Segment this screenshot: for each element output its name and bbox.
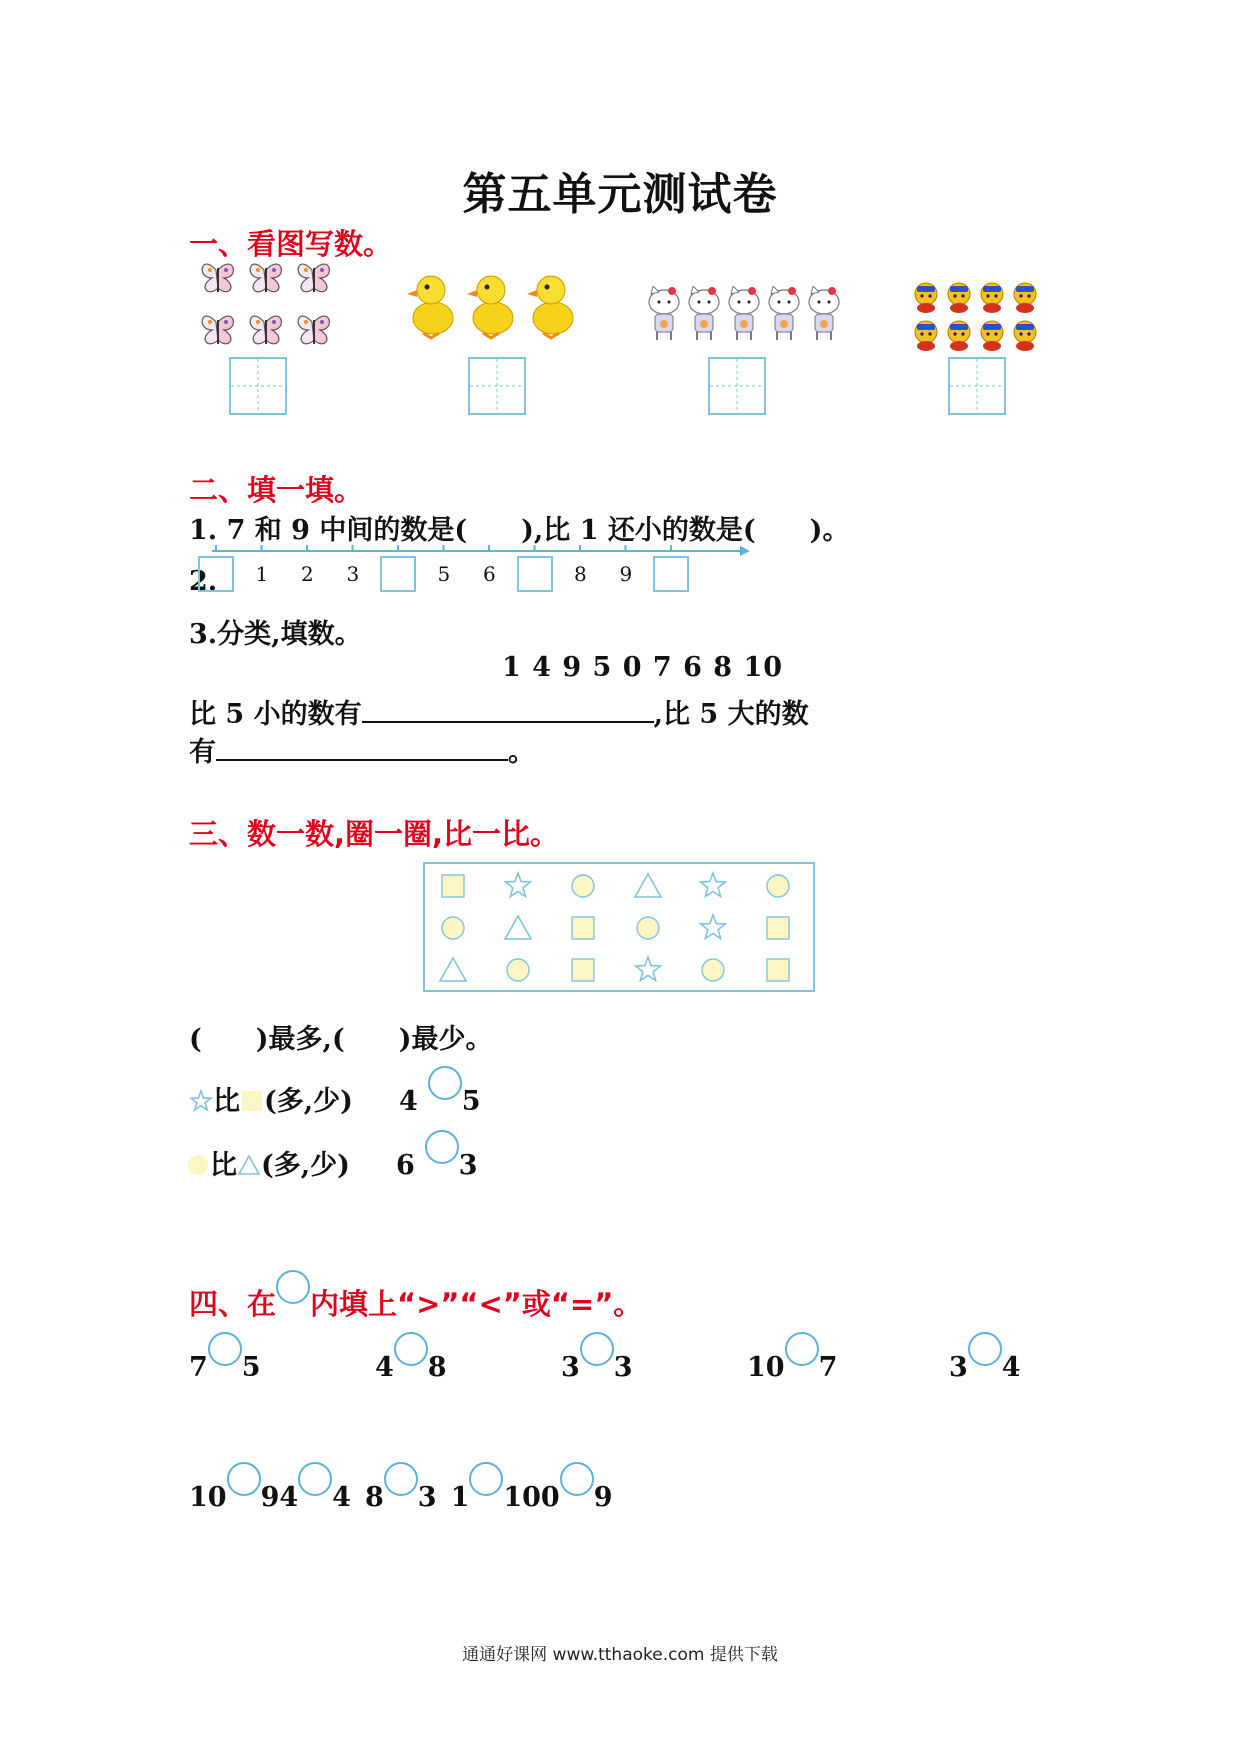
greater-than-five-answer[interactable]: [216, 733, 508, 761]
number-line-blank[interactable]: [517, 556, 553, 592]
question-2-3-line2: [189, 730, 535, 769]
compare-left: 4: [375, 1352, 394, 1383]
compare-right: 5: [241, 1352, 261, 1383]
triangle-icon[interactable]: [440, 958, 466, 981]
answer-box-4[interactable]: [948, 357, 1006, 415]
circle-icon[interactable]: [572, 875, 594, 897]
compare-right: 3: [417, 1482, 437, 1513]
compare-circle[interactable]: [968, 1332, 1002, 1366]
less-than-five-label: 比 5 小的数有: [189, 699, 362, 730]
answer-box-1[interactable]: [229, 357, 287, 415]
compare-row-1: [189, 1066, 481, 1118]
circle-icon: [186, 1153, 210, 1177]
compare-item: [375, 1332, 447, 1383]
compare-left: 10: [189, 1482, 227, 1513]
compare-item: [561, 1332, 633, 1383]
section3-heading: 三、数一数,圈一圈,比一比。: [189, 817, 560, 851]
kitty-group: [645, 286, 845, 346]
most-least-question: ( )最多,( )最少。: [189, 1024, 493, 1055]
chick-icon: [912, 280, 1044, 354]
compare-choice-1: (多,少): [264, 1086, 353, 1117]
circle-icon[interactable]: [702, 959, 724, 981]
triangle-icon[interactable]: [635, 874, 661, 897]
number-line-blank[interactable]: [653, 556, 689, 592]
circle-icon[interactable]: [767, 875, 789, 897]
square-icon: [240, 1089, 264, 1113]
page-title: 第五单元测试卷: [462, 169, 778, 220]
compare-num-2a: 6: [395, 1150, 415, 1181]
compare-circle-1[interactable]: [428, 1066, 462, 1100]
compare-left: 1: [450, 1482, 470, 1513]
compare-left: 8: [364, 1482, 384, 1513]
compare-left: 10: [747, 1352, 785, 1383]
compare-right: 8: [427, 1352, 447, 1383]
less-than-five-answer[interactable]: [362, 695, 654, 723]
compare-word-2: 比: [210, 1150, 237, 1181]
compare-circle[interactable]: [785, 1332, 819, 1366]
square-icon[interactable]: [572, 917, 594, 939]
compare-circle[interactable]: [469, 1462, 503, 1496]
kitty-icon: [645, 286, 845, 342]
section1-heading: 一、看图写数。: [189, 227, 393, 261]
compare-circle[interactable]: [394, 1332, 428, 1366]
compare-num-2b: 3: [458, 1150, 478, 1181]
compare-choice-2: (多,少): [261, 1150, 350, 1181]
compare-item: [189, 1332, 261, 1383]
star-icon[interactable]: [636, 957, 661, 981]
number-line-label: 1: [255, 562, 269, 586]
butterfly-group: [196, 248, 346, 362]
compare-right: 100: [503, 1482, 560, 1513]
number-line-label: 2: [301, 562, 314, 586]
section4-heading: [189, 1270, 642, 1323]
shape-grid: [425, 864, 813, 990]
number-line: [210, 538, 750, 598]
square-icon[interactable]: [767, 959, 789, 981]
circle-icon: [276, 1270, 310, 1304]
compare-right: 9: [593, 1482, 613, 1513]
compare-circle[interactable]: [298, 1462, 332, 1496]
triangle-icon[interactable]: [505, 916, 531, 939]
number-set: 1 4 9 5 0 7 6 8 10: [502, 652, 784, 683]
compare-word-1: 比: [213, 1086, 240, 1117]
number-line-blank[interactable]: [198, 556, 234, 592]
compare-right: 7: [818, 1352, 838, 1383]
star-icon[interactable]: [506, 873, 531, 897]
question-2-3: 3.分类,填数。: [189, 619, 362, 650]
compare-right: 3: [613, 1352, 633, 1383]
line-end-punct: 。: [508, 737, 535, 768]
triangle-icon: [237, 1153, 261, 1177]
question-2-3-line1: [189, 692, 809, 731]
circle-icon[interactable]: [637, 917, 659, 939]
butterfly-icon: [196, 248, 346, 358]
section4-heading-b: 内填上“>”“<”或“=”。: [310, 1287, 643, 1321]
compare-circle[interactable]: [560, 1462, 594, 1496]
square-icon[interactable]: [442, 875, 464, 897]
shape-panel: [423, 862, 815, 992]
compare-circle[interactable]: [208, 1332, 242, 1366]
star-icon: [189, 1089, 213, 1113]
circle-icon[interactable]: [442, 917, 464, 939]
star-icon[interactable]: [701, 915, 726, 939]
compare-circle-2[interactable]: [425, 1130, 459, 1164]
compare-row-b: [189, 1462, 613, 1513]
number-line-label: 8: [574, 562, 587, 586]
chick-group: [912, 280, 1044, 358]
compare-circle[interactable]: [580, 1332, 614, 1366]
question-2-2-label: 2.: [189, 566, 218, 597]
compare-circle[interactable]: [227, 1462, 261, 1496]
compare-left: 7: [189, 1352, 208, 1383]
duck-group: [405, 270, 581, 346]
footer-credit: 通通好课网 www.tthaoke.com 提供下载: [462, 1645, 778, 1665]
section2-heading: 二、填一填。: [189, 473, 364, 507]
compare-left: 3: [949, 1352, 968, 1383]
number-line-label: 9: [619, 562, 633, 586]
number-line-label: 5: [437, 562, 451, 586]
answer-box-2[interactable]: [468, 357, 526, 415]
number-line-label: 3: [346, 562, 360, 586]
duck-icon: [405, 270, 581, 342]
compare-circle[interactable]: [384, 1462, 418, 1496]
compare-left: 3: [561, 1352, 580, 1383]
compare-left: 4: [279, 1482, 299, 1513]
greater-than-five-label-2: 有: [189, 737, 216, 768]
compare-item: [747, 1332, 837, 1383]
answer-box-3[interactable]: [708, 357, 766, 415]
compare-right: 4: [332, 1482, 351, 1513]
circle-icon[interactable]: [507, 959, 529, 981]
compare-num-1b: 5: [461, 1086, 481, 1117]
square-icon[interactable]: [767, 917, 789, 939]
star-icon[interactable]: [701, 873, 726, 897]
compare-right: 9: [260, 1482, 280, 1513]
question-2-1: 1. 7 和 9 中间的数是( ),比 1 还小的数是( )。: [189, 515, 850, 546]
square-icon[interactable]: [572, 959, 594, 981]
compare-row-2: [186, 1130, 478, 1182]
greater-than-five-label: ,比 5 大的数: [653, 699, 809, 730]
number-line-blank[interactable]: [380, 556, 416, 592]
compare-item: [949, 1332, 1021, 1383]
compare-num-1a: 4: [398, 1086, 418, 1117]
section4-heading-a: 四、在: [189, 1287, 277, 1321]
number-line-label: 6: [483, 562, 496, 586]
compare-right: 4: [1001, 1352, 1021, 1383]
